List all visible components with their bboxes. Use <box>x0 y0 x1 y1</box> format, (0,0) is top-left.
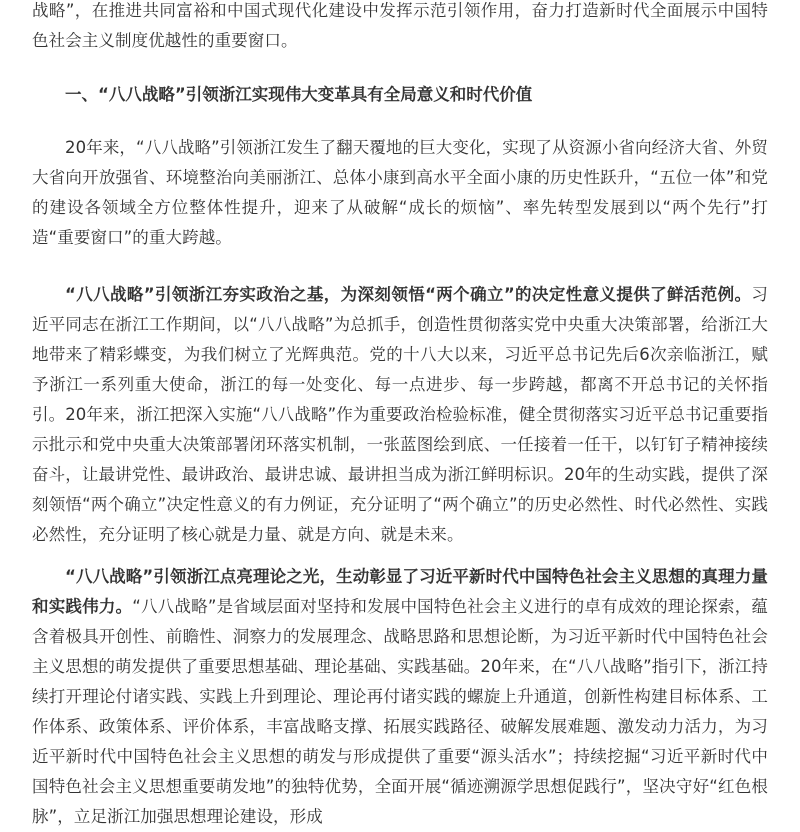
paragraph-2 <box>32 280 768 550</box>
paragraph-3 <box>32 562 768 832</box>
paragraph-2-body: 习近平同志在浙江工作期间，以“八八战略”为总抓手，创造性贯彻落实党中央重大决策部署，给浙江大地带来了精彩蝶变，为我们树立了光辉典范。党的十八大以来，习近平总书记先后6次亲临浙江，赋予浙江一系列重大使命，浙江的每一处变化、每一点进步、每一步跨越，都离不开总书记的关怀指引。20年来，浙江把深入实施“八八战略”作为重要政治检验标准，健全贯彻落实习近平总书记重要指示批示和党中央重大决策部署闭环落实机制，一张蓝图绘到底、一任接着一任干，以钉钉子精神接续奋斗，让最讲党性、最讲政治、最讲忠诚、最讲担当成为浙江鲜明标识。20年的生动实践，提供了深刻领悟“两个确立”决定性意义的有力例证，充分证明了“两个确立”的历史必然性、时代必然性、实践必然性，充分证明了核心就是力量、就是方向、就是未来。 <box>32 285 768 544</box>
paragraph-3-lead: “八八战略”引领浙江点亮理论之光，生动彰显了习近平新时代中国特色社会主义思想的真理力量和实践伟力。 <box>32 567 768 616</box>
section-heading: 一、“八八战略”引领浙江实现伟大变革具有全局意义和时代价值 <box>65 85 533 104</box>
intro-paragraph-tail: 战略”，在推进共同富裕和中国式现代化建设中发挥示范引领作用，奋力打造新时代全面展示中国特色社会主义制度优越性的重要窗口。 <box>32 1 768 50</box>
paragraph-1: 20年来，“八八战略”引领浙江发生了翻天覆地的巨大变化，实现了从资源小省向经济大省、外贸大省向开放强省、环境整治向美丽浙江、总体小康到高水平全面小康的历史性跃升，“五位一体”和党的建设各领域全方位整体性提升，迎来了从破解“成长的烦恼”、率先转型发展到以“两个先行”打造“重要窗口”的重大跨越。 <box>32 138 768 247</box>
paragraph-2-lead: “八八战略”引领浙江夯实政治之基，为深刻领悟“两个确立”的决定性意义提供了鲜活范例。 <box>65 285 752 304</box>
paragraph-3-body: “八八战略”是省域层面对坚持和发展中国特色社会主义进行的卓有成效的理论探索，蕴含着极具开创性、前瞻性、洞察力的发展理念、战略思路和思想论断，为习近平新时代中国特色社会主义思想的萌发提供了重要思想基础、理论基础、实践基础。20年来，在“八八战略”指引下，浙江持续打开理论付诸实践、实践上升到理论、理论再付诸实践的螺旋上升通道，创新性构建目标体系、工作体系、政策体系、评价体系，丰富战略支撑、拓展实践路径、破解发展难题、激发动力活力，为习近平新时代中国特色社会主义思想的萌发与形成提供了重要“源头活水”；持续挖掘“习近平新时代中国特色社会主义思想重要萌发地”的独特优势，全面开展“循迹溯源学思想促践行”，坚决守好“红色根脉”，立足浙江加强思想理论建设，形成 <box>32 597 769 826</box>
